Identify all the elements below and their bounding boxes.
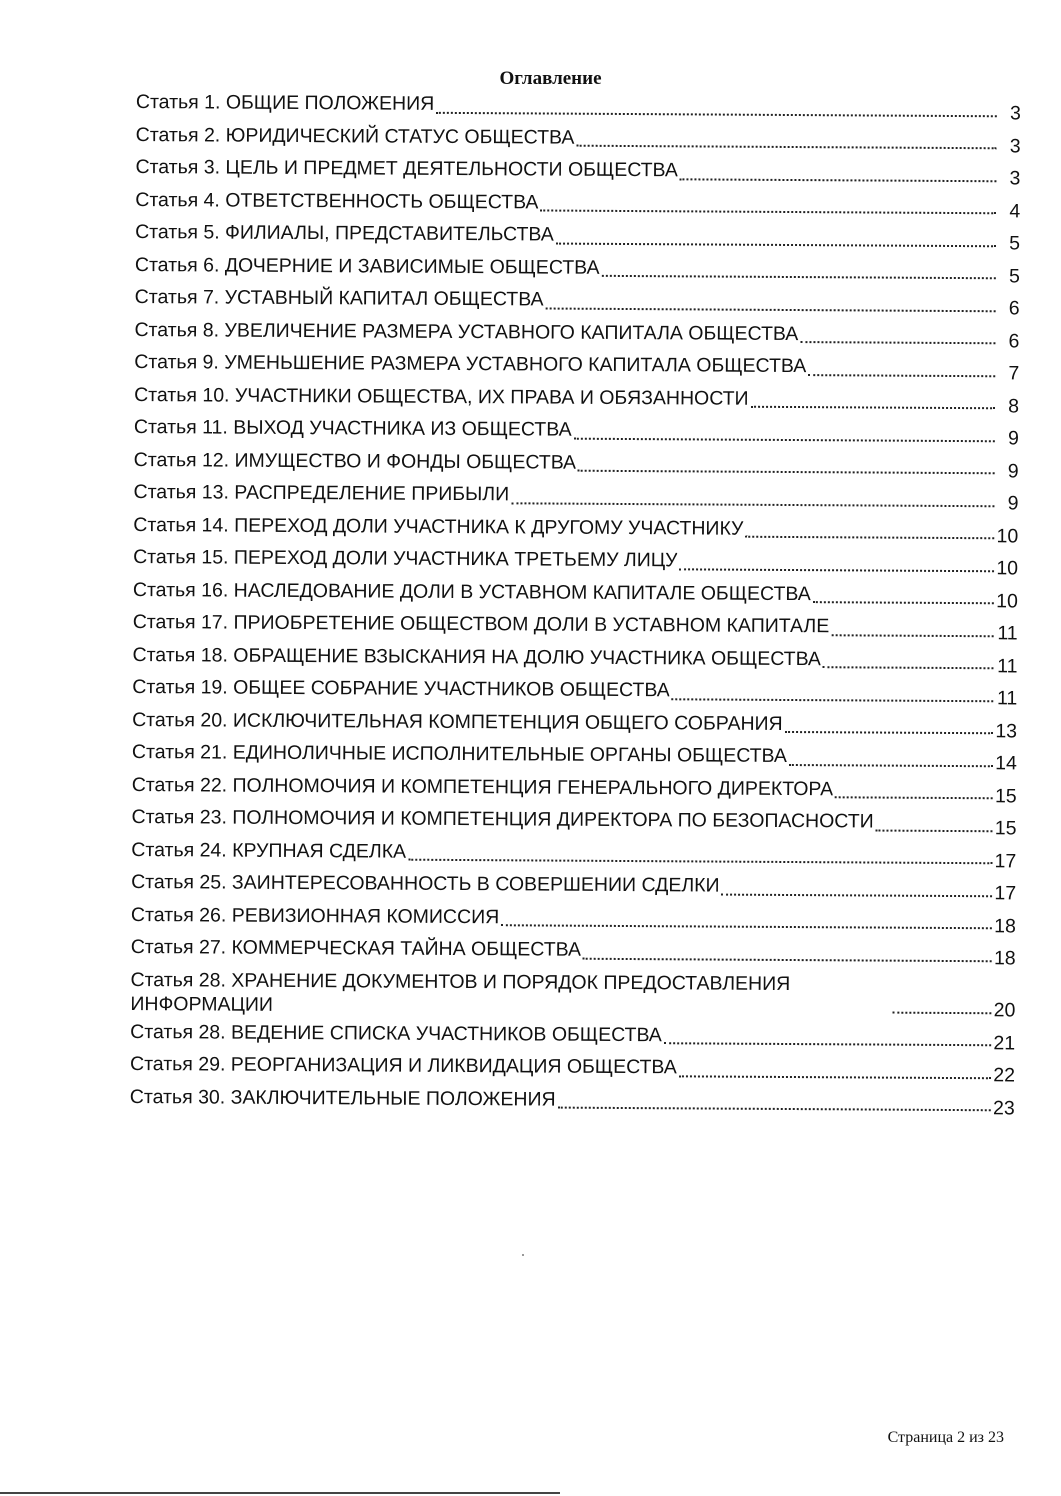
toc-entry-text: Статья 23. ПОЛНОМОЧИЯ И КОМПЕТЕНЦИЯ ДИРЕКТОРА ПО БЕЗОПАСНОСТИ xyxy=(131,805,874,833)
toc-entry xyxy=(132,671,1017,709)
dot-leader xyxy=(823,665,994,669)
toc-entry xyxy=(131,833,1016,871)
toc-entry-text: Статья 11. ВЫХОД УЧАСТНИКА ИЗ ОБЩЕСТВА xyxy=(133,415,572,441)
toc-entry-page: 14 xyxy=(995,752,1017,775)
dot-leader xyxy=(511,501,994,507)
toc-entry xyxy=(133,508,1018,546)
toc-entry-text: Статья 9. УМЕНЬШЕНИЕ РАЗМЕРА УСТАВНОГО КАПИТАЛА ОБЩЕСТВА xyxy=(134,350,807,378)
toc-entry-text: Статья 15. ПЕРЕХОД ДОЛИ УЧАСТНИКА ТРЕТЬЕМУ ЛИЦУ xyxy=(133,545,678,572)
toc-entry xyxy=(132,703,1017,741)
toc-entry xyxy=(131,898,1016,936)
toc-entry xyxy=(134,411,1019,449)
toc-entry-page: 9 xyxy=(1007,427,1019,450)
toc-entry-page: 7 xyxy=(1008,362,1020,385)
toc-entry xyxy=(131,931,1016,969)
toc-entry-page: 17 xyxy=(994,882,1017,905)
toc-entry xyxy=(130,1048,1015,1086)
toc-entry-text: Статья 18. ОБРАЩЕНИЕ ВЗЫСКАНИЯ НА ДОЛЮ УЧАСТНИКА ОБЩЕСТВА xyxy=(132,643,822,670)
toc-entry-text: Статья 13. РАСПРЕДЕЛЕНИЕ ПРИБЫЛИ xyxy=(133,480,510,506)
scan-edge-line xyxy=(0,1492,560,1494)
toc-entry-page: 23 xyxy=(993,1096,1015,1119)
toc-entry-text: Статья 26. РЕВИЗИОННАЯ КОМИССИЯ xyxy=(130,903,500,928)
toc-entry-text: Статья 29. РЕОРГАНИЗАЦИЯ И ЛИКВИДАЦИЯ ОБЩЕСТВА xyxy=(129,1052,677,1079)
toc-entry-text: Статья 30. ЗАКЛЮЧИТЕЛЬНЫЕ ПОЛОЖЕНИЯ xyxy=(129,1085,556,1111)
toc-entry-page: 11 xyxy=(997,622,1018,645)
dot-leader xyxy=(556,241,996,247)
toc-entry-page: 18 xyxy=(994,914,1016,937)
toc-entry-text: Статья 10. УЧАСТНИКИ ОБЩЕСТВА, ИХ ПРАВА И ОБЯЗАННОСТИ xyxy=(134,383,749,410)
dot-leader xyxy=(785,730,993,734)
scan-artifact xyxy=(522,1254,524,1256)
toc-entry-text: Статья 2. ЮРИДИЧЕСКИЙ СТАТУС ОБЩЕСТВА xyxy=(135,123,575,149)
dot-leader xyxy=(578,469,995,475)
toc-entry-page: 11 xyxy=(996,687,1018,710)
toc-entry-page: 21 xyxy=(993,1031,1016,1054)
toc-entry xyxy=(134,378,1019,416)
dot-leader xyxy=(574,436,995,442)
toc-entry-page: 4 xyxy=(1009,199,1021,222)
toc-entry-page: 13 xyxy=(995,719,1018,742)
toc-entry xyxy=(131,801,1016,839)
toc-entry xyxy=(133,606,1018,644)
toc-entry-page: 15 xyxy=(994,784,1017,807)
dot-leader xyxy=(680,567,995,572)
dot-leader xyxy=(501,923,992,929)
toc-entry-text: Статья 4. ОТВЕТСТВЕННОСТЬ ОБЩЕСТВА xyxy=(135,188,539,213)
toc-entry-text: Статья 8. УВЕЛИЧЕНИЕ РАЗМЕРА УСТАВНОГО КАПИТАЛА ОБЩЕСТВА xyxy=(134,318,799,345)
toc-entry xyxy=(135,248,1020,286)
dot-leader xyxy=(408,858,992,865)
dot-leader xyxy=(602,274,996,279)
toc-entry-page: 20 xyxy=(993,999,1016,1022)
dot-leader xyxy=(679,1074,991,1079)
dot-leader xyxy=(664,1041,991,1046)
dot-leader xyxy=(546,306,996,312)
toc-entry xyxy=(132,638,1017,676)
toc-entry xyxy=(136,118,1021,156)
toc-entry xyxy=(135,281,1020,319)
dot-leader xyxy=(876,828,993,832)
dot-leader xyxy=(751,405,996,409)
toc-entry xyxy=(135,183,1020,221)
dot-leader xyxy=(835,795,993,799)
toc-entry xyxy=(134,443,1019,481)
toc-entry xyxy=(134,346,1019,384)
toc-entry-page: 22 xyxy=(993,1064,1016,1087)
toc-entry-text: Статья 20. ИСКЛЮЧИТЕЛЬНАЯ КОМПЕТЕНЦИЯ ОБЩЕГО СОБРАНИЯ xyxy=(132,708,783,735)
dot-leader xyxy=(800,340,995,344)
toc-entry xyxy=(130,963,1015,1020)
toc-entry-text: Статья 17. ПРИОБРЕТЕНИЕ ОБЩЕСТВОМ ДОЛИ В УСТАВНОМ КАПИТАЛЕ xyxy=(132,610,830,638)
toc-entry xyxy=(130,1015,1015,1053)
dot-leader xyxy=(721,892,992,897)
dot-leader xyxy=(745,535,994,540)
dot-leader xyxy=(672,697,994,702)
toc-entry-page: 6 xyxy=(1008,329,1020,352)
toc-entry-page: 10 xyxy=(996,557,1019,580)
toc-entry-page: 17 xyxy=(994,849,1017,872)
toc-entry-page: 5 xyxy=(1008,264,1020,287)
toc-entry xyxy=(135,216,1020,254)
toc-entry xyxy=(134,313,1019,351)
toc-entry-text: Статья 3. ЦЕЛЬ И ПРЕДМЕТ ДЕЯТЕЛЬНОСТИ ОБЩЕСТВА xyxy=(135,155,679,182)
toc-entry xyxy=(133,573,1018,611)
toc-entry-text: Статья 16. НАСЛЕДОВАНИЕ ДОЛИ В УСТАВНОМ КАПИТАЛЕ ОБЩЕСТВА xyxy=(132,578,811,605)
toc-entry-text: Статья 1. ОБЩИЕ ПОЛОЖЕНИЯ xyxy=(135,90,435,115)
toc-entry-text: Статья 28. ВЕДЕНИЕ СПИСКА УЧАСТНИКОВ ОБЩЕСТВА xyxy=(130,1020,662,1046)
toc-entry xyxy=(131,866,1016,904)
dot-leader xyxy=(808,373,995,377)
toc-entry-page: 10 xyxy=(996,589,1018,612)
toc-entry xyxy=(132,768,1017,806)
toc-entry-page: 9 xyxy=(1007,492,1019,515)
toc-entry-page: 9 xyxy=(1007,459,1019,482)
table-of-contents xyxy=(130,86,1021,1118)
toc-entry xyxy=(135,151,1020,189)
toc-entry xyxy=(136,86,1021,124)
dot-leader xyxy=(813,600,994,604)
dot-leader xyxy=(540,208,996,214)
toc-entry-text: Статья 5. ФИЛИАЛЫ, ПРЕДСТАВИТЕЛЬСТВА xyxy=(135,220,554,246)
toc-entry xyxy=(133,541,1018,579)
toc-entry-page: 8 xyxy=(1008,394,1020,417)
toc-entry xyxy=(132,736,1017,774)
toc-entry-text: Статья 21. ЕДИНОЛИЧНЫЕ ИСПОЛНИТЕЛЬНЫЕ ОРГАНЫ ОБЩЕСТВА xyxy=(131,740,788,767)
dot-leader xyxy=(789,763,993,767)
toc-entry-text: Статья 25. ЗАИНТЕРЕСОВАННОСТЬ В СОВЕРШЕНИИ СДЕЛКИ xyxy=(131,870,720,897)
dot-leader xyxy=(680,177,997,182)
toc-entry-text: Статья 22. ПОЛНОМОЧИЯ И КОМПЕТЕНЦИЯ ГЕНЕРАЛЬНОГО ДИРЕКТОРА xyxy=(131,773,834,800)
dot-leader xyxy=(892,1010,991,1014)
toc-entry-page: 15 xyxy=(994,817,1017,840)
toc-entry-page: 3 xyxy=(1009,102,1021,125)
dot-leader xyxy=(831,633,993,637)
dot-leader xyxy=(558,1106,991,1112)
toc-entry-text: Статья 28. ХРАНЕНИЕ ДОКУМЕНТОВ И ПОРЯДОК ПРЕДОСТАВЛЕНИЯ ИНФОРМАЦИИ xyxy=(130,968,791,1016)
toc-entry-text: Статья 12. ИМУЩЕСТВО И ФОНДЫ ОБЩЕСТВА xyxy=(133,448,577,474)
toc-entry-page: 6 xyxy=(1008,297,1020,320)
toc-entry-text: Статья 7. УСТАВНЫЙ КАПИТАЛ ОБЩЕСТВА xyxy=(134,285,544,311)
toc-entry-text: Статья 27. КОММЕРЧЕСКАЯ ТАЙНА ОБЩЕСТВА xyxy=(130,935,582,961)
dot-leader xyxy=(583,956,992,961)
dot-leader xyxy=(436,110,997,116)
toc-title: Оглавление xyxy=(499,68,602,89)
toc-entry-page: 3 xyxy=(1009,134,1021,157)
toc-entry-page: 11 xyxy=(997,654,1018,677)
dot-leader xyxy=(576,144,996,150)
toc-entry-page: 5 xyxy=(1009,232,1021,255)
toc-entry-text: Статья 19. ОБЩЕЕ СОБРАНИЕ УЧАСТНИКОВ ОБЩЕСТВА xyxy=(132,675,670,702)
toc-entry-text: Статья 14. ПЕРЕХОД ДОЛИ УЧАСТНИКА К ДРУГОМУ УЧАСТНИКУ xyxy=(133,513,744,540)
toc-entry-page: 3 xyxy=(1009,167,1021,190)
toc-entry-text: Статья 24. КРУПНАЯ СДЕЛКА xyxy=(131,838,407,863)
toc-entry xyxy=(133,476,1018,514)
toc-entry-page: 18 xyxy=(993,947,1016,970)
page-number: Страница 2 из 23 xyxy=(887,1429,1004,1446)
toc-entry-page: 10 xyxy=(996,524,1019,547)
toc-entry xyxy=(130,1080,1015,1118)
toc-entry-text: Статья 6. ДОЧЕРНИЕ И ЗАВИСИМЫЕ ОБЩЕСТВА xyxy=(134,253,600,279)
